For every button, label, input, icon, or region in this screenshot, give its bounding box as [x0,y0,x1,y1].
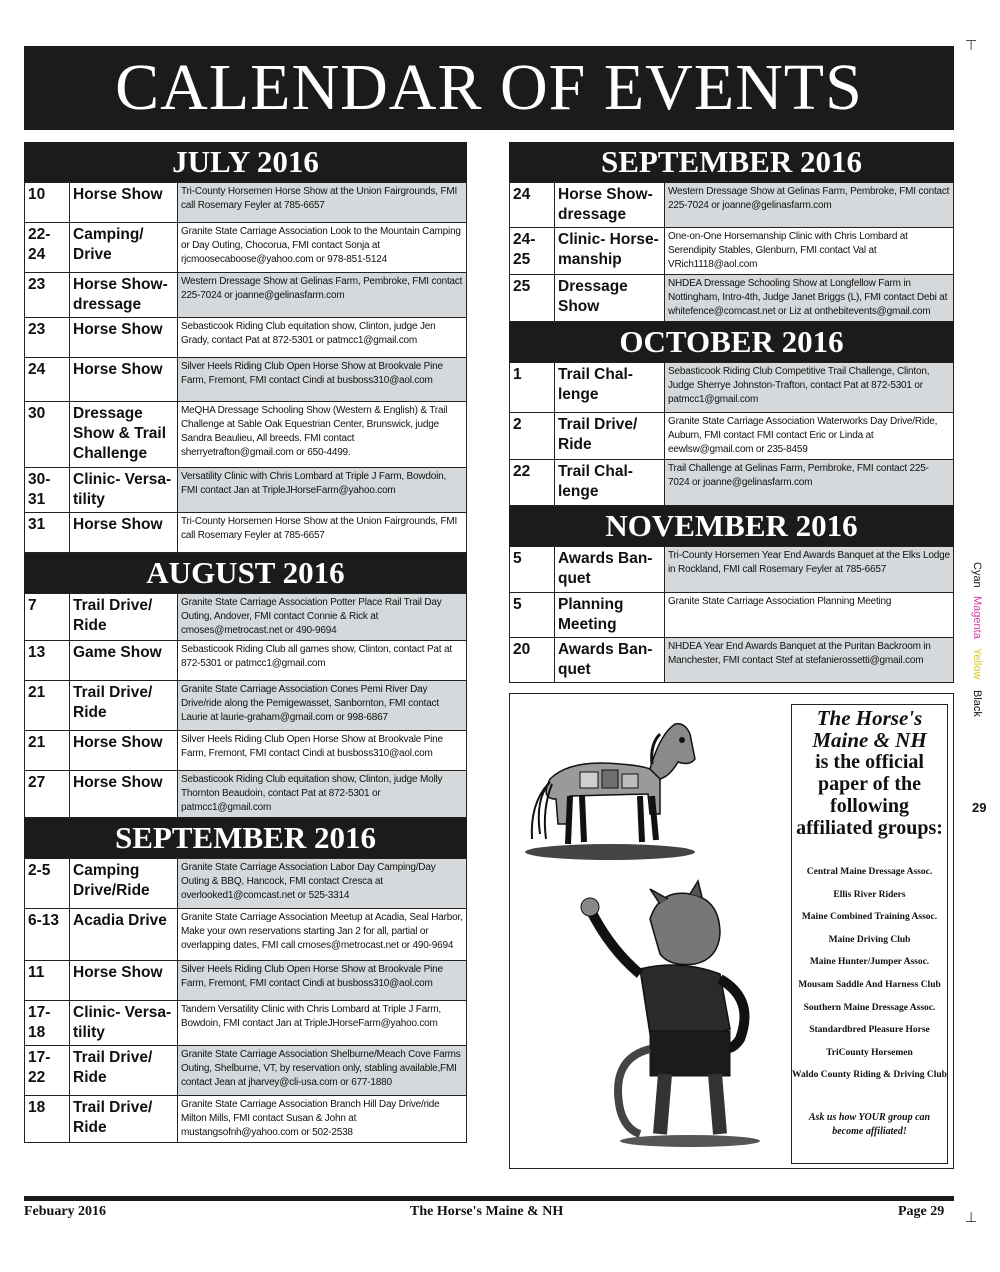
event-date: 2 [510,413,555,460]
events-table [509,546,954,683]
crop-mark-bottom-right: ⊥ [965,1210,978,1226]
event-type: Clinic- Horse-manship [555,228,665,275]
color-label-yellow: Yellow [971,648,983,680]
event-type: Horse Show [70,961,178,1001]
event-row [510,593,954,638]
month-heading: NOVEMBER 2016 [509,506,954,546]
event-date: 2-5 [25,859,70,909]
event-date: 22-24 [25,223,70,273]
event-date: 24 [25,358,70,402]
event-date: 22 [510,460,555,506]
event-date: 21 [25,681,70,731]
event-description: Tri-County Horsemen Horse Show at the Union Fairgrounds, FMI call Rosemary Feyler at 785-6657 [178,183,467,223]
event-row [25,594,467,641]
event-description: Western Dressage Show at Gelinas Farm, Pembroke, FMI contact 225-7024 or joanne@gelinasfarm.com [665,183,954,228]
event-date: 7 [25,594,70,641]
event-row [25,402,467,468]
event-type: Planning Meeting [555,593,665,638]
event-description: Silver Heels Riding Club Open Horse Show at Brookvale Pine Farm, Fremont, FMI contact Cindi at busboss310@aol.com [178,731,467,771]
event-description: Granite State Carriage Association Meetup at Acadia, Seal Harbor, Make your own reservations starting Jan 2 for all, partial or overlapping dates, FMI call cmoses@metrocast.net or 490-9694 [178,909,467,961]
boxer-horse-illustration [570,879,780,1149]
page-title: CALENDAR OF EVENTS [115,51,863,124]
event-type: Horse Show-dressage [70,273,178,318]
affiliation-note: Ask us how YOUR group can become affiliated! [808,1111,931,1137]
month-heading: AUGUST 2016 [24,553,467,593]
event-type: Trail Drive/ Ride [70,1046,178,1096]
event-description: NHDEA Year End Awards Banquet at the Puritan Backroom in Manchester, FMI contact Stef at stefanierossetti@gmail.com [665,638,954,683]
event-date: 21 [25,731,70,771]
event-type: Trail Chal-lenge [555,460,665,506]
event-type: Horse Show [70,318,178,358]
event-description: Sebasticook Riding Club equitation show, Clinton, judge Jen Grady, contact Pat at 872-5301 or patmcc1@gmail.com [178,318,467,358]
footer-date: Febuary 2016 [24,1204,107,1219]
event-date: 5 [510,593,555,638]
event-description: Granite State Carriage Association Shelburne/Meach Cove Farms Outing, Shelburne, VT, by reservation only, stabling available,FMI contact Jean at jharvey@cli-usa.com or 677-1880 [178,1046,467,1096]
event-date: 23 [25,273,70,318]
affiliated-group-item: Ellis River Riders [833,889,906,900]
event-row [25,641,467,681]
right-calendar-column [509,142,954,683]
event-date: 6-13 [25,909,70,961]
event-date: 24-25 [510,228,555,275]
title-banner [24,46,954,130]
color-label-cyan: Cyan [971,562,983,588]
affiliated-group-item: Central Maine Dressage Assoc. [806,867,933,877]
event-description: NHDEA Dressage Schooling Show at Longfellow Farm in Nottingham, Intro-4th, Judge Janet Briggs (L), FMI contact Debi at whitefence@comcast.net or Liz at onthebitevents@gmail.com [665,275,954,322]
events-table [24,593,467,818]
events-table [509,182,954,322]
event-type: Horse Show [70,731,178,771]
event-row [25,223,467,273]
event-date: 1 [510,363,555,413]
events-table [24,182,467,553]
event-date: 31 [25,513,70,553]
affiliated-group-item: Mousam Saddle And Harness Club [798,979,941,990]
event-row [510,363,954,413]
affiliated-subtitle: is the official paper of the following affiliated groups: [796,751,943,839]
event-row [25,909,467,961]
cmyk-color-bar [968,560,988,730]
event-type: Trail Chal-lenge [555,363,665,413]
affiliated-group-item: Maine Hunter/Jumper Assoc. [809,957,930,968]
event-date: 13 [25,641,70,681]
affiliated-group-item: Maine Combined Training Assoc. [801,912,938,923]
event-description: One-on-One Horsemanship Clinic with Chris Lombard at Serendipity Stables, Glenburn, FMI contact Val at VRich1118@aol.com [665,228,954,275]
event-date: 30-31 [25,468,70,513]
event-row [25,273,467,318]
side-page-number: 29 [972,800,987,815]
event-description: Sebasticook Riding Club Competitive Trail Challenge, Clinton, Judge Sherrye Johnston-Trafton, contact Pat at 872-5301 or patmcc1@gmail.com [665,363,954,413]
event-description: Tri-County Horsemen Year End Awards Banquet at the Elks Lodge in Rockland, FMI call Rosemary Feyler at 785-6657 [665,547,954,593]
event-type: Horse Show [70,771,178,818]
month-heading: OCTOBER 2016 [509,322,954,362]
event-row [25,1096,467,1143]
event-date: 5 [510,547,555,593]
month-heading: JULY 2016 [24,142,467,182]
event-type: Awards Ban-quet [555,638,665,683]
event-row [25,961,467,1001]
event-row [510,228,954,275]
event-description: Granite State Carriage Association Labor Day Camping/Day Outing & BBQ, Hancock, FMI contact Cresca at overlooked1@comcast.net or 525-3314 [178,859,467,909]
event-date: 17-22 [25,1046,70,1096]
event-description: Trail Challenge at Gelinas Farm, Pembroke, FMI contact 225-7024 or joanne@gelinasfarm.com [665,460,954,506]
event-row [510,638,954,683]
affiliated-title: The Horse's Maine & NH [812,706,927,752]
event-date: 17-18 [25,1001,70,1046]
crop-mark-top-right: ⊤ [965,38,978,54]
event-type: Clinic- Versa-tility [70,1001,178,1046]
footer-publication: The Horse's Maine & NH [410,1204,564,1219]
event-row [510,183,954,228]
event-row [25,513,467,553]
event-date: 23 [25,318,70,358]
event-type: Clinic- Versa-tility [70,468,178,513]
event-type: Dressage Show & Trail Challenge [70,402,178,468]
event-description: Granite State Carriage Association Branch Hill Day Drive/ride Milton Mills, FMI contact Susan & John at mustangsofnh@yahoo.com or 502-2538 [178,1096,467,1143]
event-row [25,859,467,909]
event-type: Trail Drive/ Ride [70,681,178,731]
event-type: Trail Drive/ Ride [555,413,665,460]
event-type: Camping Drive/Ride [70,859,178,909]
event-description: Granite State Carriage Association Look to the Mountain Camping or Day Outing, Chocorua, FMI contact Sonja at rjcmoosecaboose@yahoo.com or 978-851-5124 [178,223,467,273]
footer-rule [24,1196,954,1201]
event-description: Granite State Carriage Association Potter Place Rail Trail Day Outing, Andover, FMI contact Connie & Rick at cmoses@metrocast.net or 490-9694 [178,594,467,641]
event-date: 25 [510,275,555,322]
left-calendar-column [24,142,467,1143]
affiliated-group-item: Maine Driving Club [828,934,911,945]
event-description: Silver Heels Riding Club Open Horse Show at Brookvale Pine Farm, Fremont, FMI contact Cindi at busboss310@aol.com [178,358,467,402]
event-date: 18 [25,1096,70,1143]
footer-page-number: Page 29 [898,1204,945,1219]
event-description: Sebasticook Riding Club equitation show, Clinton, judge Molly Thornton Beaudoin, contact Pat at 872-5301 or patmcc1@gmail.com [178,771,467,818]
event-row [25,183,467,223]
affiliated-group-item: Standardbred Pleasure Horse [809,1025,930,1036]
events-table [509,362,954,506]
event-row [25,731,467,771]
event-date: 30 [25,402,70,468]
event-row [25,358,467,402]
event-type: Trail Drive/ Ride [70,594,178,641]
event-type: Awards Ban-quet [555,547,665,593]
event-type: Horse Show [70,358,178,402]
event-row [25,681,467,731]
event-date: 10 [25,183,70,223]
event-row [25,1046,467,1096]
event-row [25,468,467,513]
color-label-black: Black [971,690,983,717]
event-row [510,275,954,322]
affiliated-groups-text-panel [791,704,948,1164]
event-description: Western Dressage Show at Gelinas Farm, Pembroke, FMI contact 225-7024 or joanne@gelinasfarm.com [178,273,467,318]
event-description: MeQHA Dressage Schooling Show (Western & English) & Trail Challenge at Sable Oak Equestrian Center, Brunswick, judge Sandra Beaulieu, All breeds. FMI contact sherryetrafton@gmail.com or 650-4499. [178,402,467,468]
events-table [24,858,467,1143]
event-date: 27 [25,771,70,818]
event-description: Granite State Carriage Association Planning Meeting [665,593,954,638]
event-type: Horse Show [70,513,178,553]
event-type: Camping/ Drive [70,223,178,273]
event-row [25,1001,467,1046]
event-row [510,547,954,593]
month-heading: SEPTEMBER 2016 [24,818,467,858]
event-date: 24 [510,183,555,228]
event-description: Sebasticook Riding Club all games show, Clinton, contact Pat at 872-5301 or patmcc1@gmail.com [178,641,467,681]
event-description: Versatility Clinic with Chris Lombard at Triple J Farm, Bowdoin, FMI contact Jan at TripleJHorseFarm@yahoo.com [178,468,467,513]
event-description: Granite State Carriage Association Waterworks Day Drive/Ride, Auburn, FMI contact FMI contact Eric or Linda at eewlsw@gmail.com or 235-8459 [665,413,954,460]
event-type: Acadia Drive [70,909,178,961]
event-row [510,413,954,460]
affiliated-groups-list [792,861,947,1087]
event-type: Horse Show-dressage [555,183,665,228]
affiliated-group-item: Waldo County Riding & Driving Club [792,1070,947,1081]
event-type: Horse Show [70,183,178,223]
event-type: Game Show [70,641,178,681]
event-row [25,318,467,358]
event-description: Granite State Carriage Association Cones Pemi River Day Drive/ride along the Pemigewasset, Sanbornton, FMI contact Laurie at laurie-graham@gmail.com or 998-6867 [178,681,467,731]
event-row [510,460,954,506]
patchwork-horse-illustration [510,704,710,864]
event-description: Silver Heels Riding Club Open Horse Show at Brookvale Pine Farm, Fremont, FMI contact Cindi at busboss310@aol.com [178,961,467,1001]
event-description: Tri-County Horsemen Horse Show at the Union Fairgrounds, FMI call Rosemary Feyler at 785-6657 [178,513,467,553]
event-type: Dressage Show [555,275,665,322]
event-date: 20 [510,638,555,683]
event-description: Tandem Versatility Clinic with Chris Lombard at Triple J Farm, Bowdoin, FMI contact Jan at TripleJHorseFarm@yahoo.com [178,1001,467,1046]
affiliated-group-item: Southern Maine Dressage Assoc. [803,1002,936,1013]
event-row [25,771,467,818]
event-type: Trail Drive/ Ride [70,1096,178,1143]
affiliated-groups-box [509,693,954,1169]
event-date: 11 [25,961,70,1001]
month-heading: SEPTEMBER 2016 [509,142,954,182]
color-label-magenta: Magenta [971,596,983,639]
affiliated-group-item: TriCounty Horsemen [826,1047,913,1058]
